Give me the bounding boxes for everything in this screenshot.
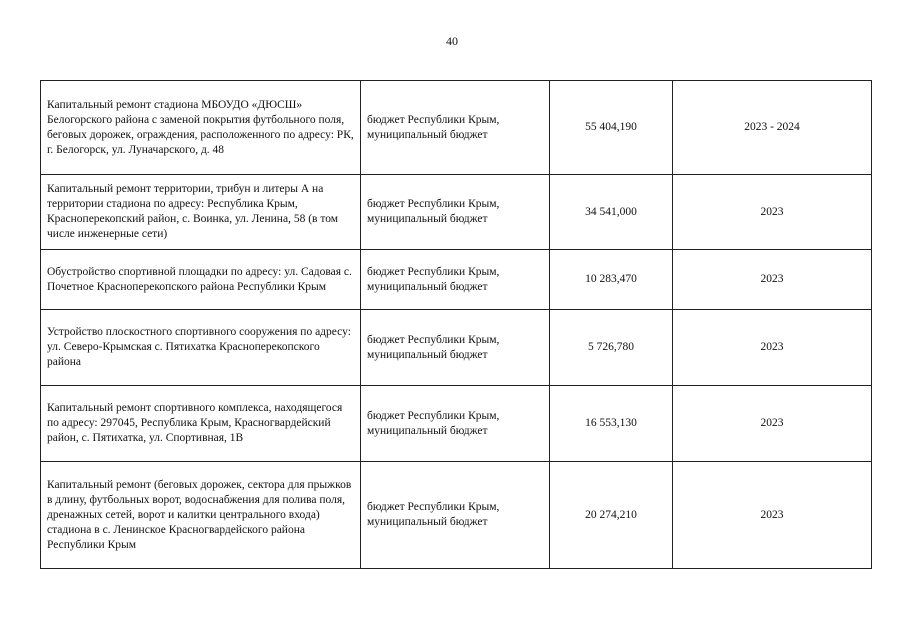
period-cell: 2023 — [673, 386, 872, 462]
period-cell: 2023 — [673, 310, 872, 386]
amount-cell: 5 726,780 — [550, 310, 673, 386]
period-cell: 2023 — [673, 175, 872, 250]
funding-source-cell: бюджет Республики Крым, муниципальный бюджет — [361, 462, 550, 569]
table-row — [41, 175, 872, 250]
funding-source-cell: бюджет Республики Крым, муниципальный бюджет — [361, 175, 550, 250]
table-row — [41, 310, 872, 386]
table-row — [41, 250, 872, 310]
object-name-cell: Капитальный ремонт территории, трибун и литеры А на территории стадиона по адресу: Республика Крым, Красноперекопский район, с. Воинка, ул. Ленина, 58 (в том числе инженерные сети) — [41, 175, 361, 250]
funding-source-cell: бюджет Республики Крым, муниципальный бюджет — [361, 250, 550, 310]
table-row — [41, 81, 872, 175]
object-name-cell: Обустройство спортивной площадки по адресу: ул. Садовая с. Почетное Красноперекопского района Республики Крым — [41, 250, 361, 310]
amount-cell: 20 274,210 — [550, 462, 673, 569]
amount-cell: 10 283,470 — [550, 250, 673, 310]
object-name-cell: Капитальный ремонт (беговых дорожек, сектора для прыжков в длину, футбольных ворот, водоснабжения для полива поля, дренажных сетей, ворот и калитки центрального входа) стадиона в с. Ленинское Красногвардейского района Республики Крым — [41, 462, 361, 569]
amount-cell: 55 404,190 — [550, 81, 673, 175]
page-number: 40 — [446, 34, 458, 48]
object-name-cell: Капитальный ремонт стадиона МБОУДО «ДЮСШ» Белогорского района с заменой покрытия футбольного поля, беговых дорожек, ограждения, расположенного по адресу: РК, г. Белогорск, ул. Луначарского, д. 48 — [41, 81, 361, 175]
object-name-cell: Капитальный ремонт спортивного комплекса, находящегося по адресу: 297045, Республика Крым, Красногвардейский район, с. Пятихатка, ул. Спортивная, 1В — [41, 386, 361, 462]
funding-source-cell: бюджет Республики Крым, муниципальный бюджет — [361, 81, 550, 175]
funding-source-cell: бюджет Республики Крым, муниципальный бюджет — [361, 386, 550, 462]
table-row — [41, 462, 872, 569]
period-cell: 2023 — [673, 462, 872, 569]
period-cell: 2023 — [673, 250, 872, 310]
funding-source-cell: бюджет Республики Крым, муниципальный бюджет — [361, 310, 550, 386]
amount-cell: 16 553,130 — [550, 386, 673, 462]
objects-table — [40, 80, 872, 569]
table-row — [41, 386, 872, 462]
amount-cell: 34 541,000 — [550, 175, 673, 250]
object-name-cell: Устройство плоскостного спортивного сооружения по адресу: ул. Северо-Крымская с. Пятихатка Красноперекопского района — [41, 310, 361, 386]
period-cell: 2023 - 2024 — [673, 81, 872, 175]
